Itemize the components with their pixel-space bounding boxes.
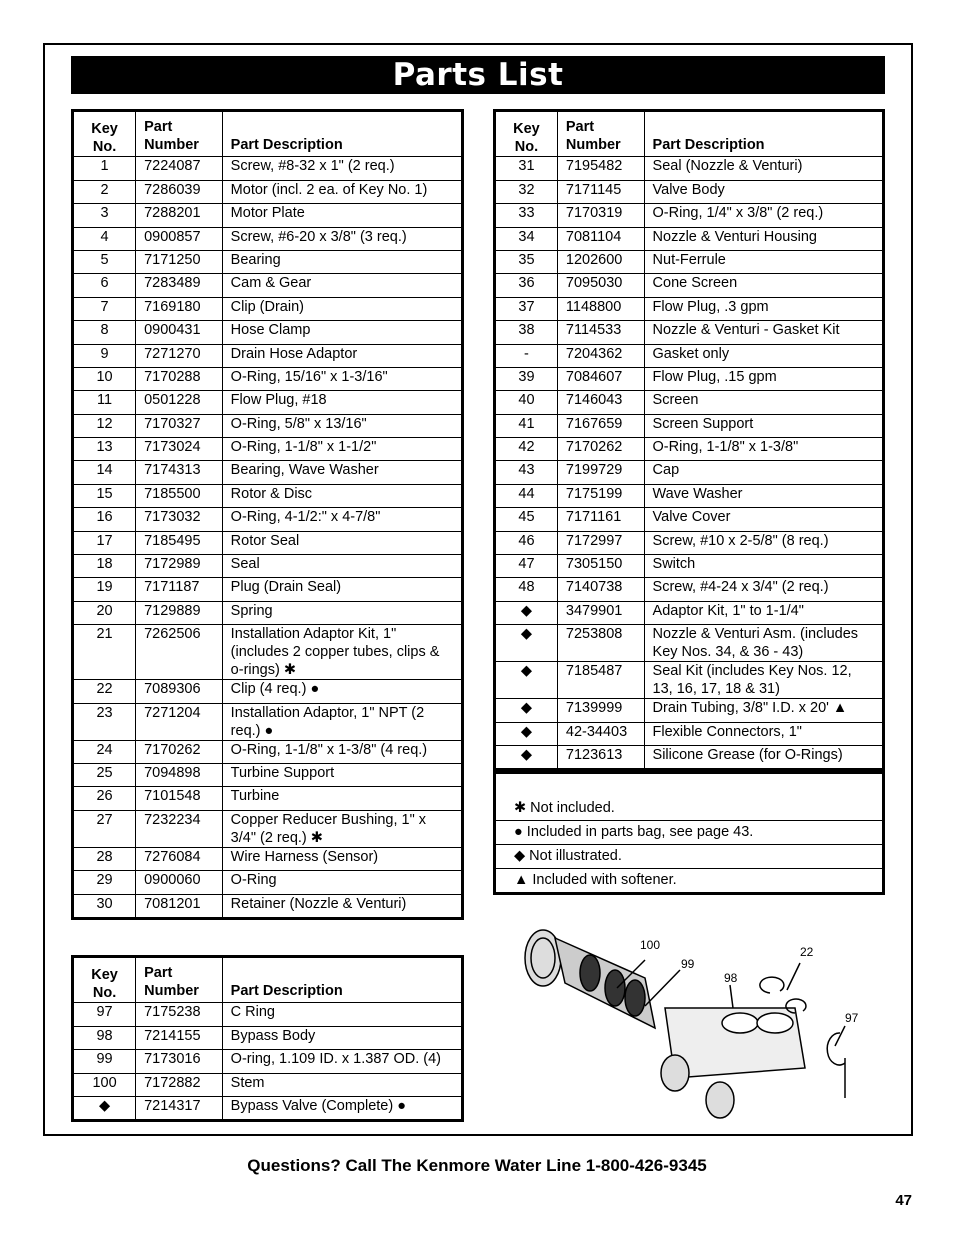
key-cell: 16 (73, 508, 136, 531)
description-cell: Screen (644, 391, 883, 414)
key-cell: 39 (495, 367, 558, 390)
key-cell: 47 (495, 555, 558, 578)
table-row (73, 740, 463, 763)
table-row (495, 367, 884, 390)
key-cell: 42 (495, 438, 558, 461)
key-cell: 11 (73, 391, 136, 414)
key-cell: ◆ (495, 601, 558, 624)
table-row (73, 787, 463, 810)
description-cell: Motor (incl. 2 ea. of Key No. 1) (222, 180, 462, 203)
note-item: ▲ Included with softener. (496, 868, 882, 892)
part-number-cell: 1202600 (557, 250, 644, 273)
table-row (73, 703, 463, 740)
key-cell: ◆ (495, 745, 558, 769)
part-number-cell: 7170327 (136, 414, 223, 437)
description-cell: Screen Support (644, 414, 883, 437)
header-desc: Part Description (644, 111, 883, 157)
part-number-cell: 0900857 (136, 227, 223, 250)
key-cell: 35 (495, 250, 558, 273)
table-row (73, 680, 463, 703)
description-cell: Spring (222, 601, 462, 624)
description-cell: Copper Reducer Bushing, 1" x 3/4" (2 req.) ✱ (222, 810, 462, 847)
part-number-cell: 7173016 (136, 1050, 223, 1073)
table-row (73, 344, 463, 367)
description-cell: Screw, #10 x 2-5/8" (8 req.) (644, 531, 883, 554)
part-number-cell: 7140738 (557, 578, 644, 601)
description-cell: Drain Tubing, 3/8" I.D. x 20' ▲ (644, 699, 883, 722)
key-cell: 31 (495, 157, 558, 180)
table-row (73, 227, 463, 250)
key-cell: ◆ (73, 1096, 136, 1120)
table-row (495, 297, 884, 320)
key-cell: 17 (73, 531, 136, 554)
description-cell: O-Ring, 1-1/8" x 1-3/8" (4 req.) (222, 740, 462, 763)
description-cell: Nozzle & Venturi Housing (644, 227, 883, 250)
part-number-cell: 7175238 (136, 1003, 223, 1026)
table-row (73, 204, 463, 227)
key-cell: 19 (73, 578, 136, 601)
part-number-cell: 1148800 (557, 297, 644, 320)
description-cell: Turbine (222, 787, 462, 810)
description-cell: Cone Screen (644, 274, 883, 297)
part-number-cell: 7199729 (557, 461, 644, 484)
key-cell: 98 (73, 1026, 136, 1049)
key-cell: 9 (73, 344, 136, 367)
description-cell: Switch (644, 555, 883, 578)
table-row (495, 722, 884, 745)
key-cell: 6 (73, 274, 136, 297)
parts-table-right (493, 109, 885, 771)
label-98: 98 (724, 971, 738, 985)
note-item: ◆ Not illustrated. (496, 844, 882, 868)
table-row (73, 810, 463, 847)
description-cell: Clip (4 req.) ● (222, 680, 462, 703)
part-number-cell: 7170288 (136, 367, 223, 390)
table-row (73, 1050, 463, 1073)
key-cell: 34 (495, 227, 558, 250)
table-row (73, 321, 463, 344)
description-cell: Hose Clamp (222, 321, 462, 344)
part-number-cell: 7172997 (557, 531, 644, 554)
description-cell: Plug (Drain Seal) (222, 578, 462, 601)
table-row (73, 157, 463, 180)
parts-table-bypass (71, 955, 464, 1122)
part-number-cell: 7170319 (557, 204, 644, 227)
key-cell: 24 (73, 740, 136, 763)
description-cell: Flow Plug, .15 gpm (644, 367, 883, 390)
description-cell: O-Ring (222, 871, 462, 894)
part-number-cell: 7172882 (136, 1073, 223, 1096)
part-number-cell: 7171250 (136, 250, 223, 273)
key-cell: ◆ (495, 625, 558, 662)
description-cell: O-Ring, 1-1/8" x 1-1/2" (222, 438, 462, 461)
description-cell: Adaptor Kit, 1" to 1-1/4" (644, 601, 883, 624)
key-cell: 48 (495, 578, 558, 601)
label-100: 100 (640, 938, 661, 952)
part-number-cell: 7286039 (136, 180, 223, 203)
key-cell: 29 (73, 871, 136, 894)
key-cell: 20 (73, 601, 136, 624)
header-key: Key No. (73, 957, 136, 1003)
description-cell: Turbine Support (222, 763, 462, 786)
key-cell: 2 (73, 180, 136, 203)
key-cell: 8 (73, 321, 136, 344)
description-cell: Bearing (222, 250, 462, 273)
table-row (73, 180, 463, 203)
description-cell: O-Ring, 1/4" x 3/8" (2 req.) (644, 204, 883, 227)
description-cell: Nut-Ferrule (644, 250, 883, 273)
header-key: Key No. (73, 111, 136, 157)
part-number-cell: 7169180 (136, 297, 223, 320)
part-number-cell: 7214155 (136, 1026, 223, 1049)
table-row (495, 662, 884, 699)
part-number-cell: 7095030 (557, 274, 644, 297)
key-cell: 44 (495, 484, 558, 507)
table-row (73, 847, 463, 870)
description-cell: O-Ring, 5/8" x 13/16" (222, 414, 462, 437)
description-cell: Cam & Gear (222, 274, 462, 297)
part-number-cell: 7253808 (557, 625, 644, 662)
description-cell: Valve Cover (644, 508, 883, 531)
key-cell: 21 (73, 625, 136, 680)
header-part: Part Number (557, 111, 644, 157)
description-cell: Motor Plate (222, 204, 462, 227)
table-row (73, 250, 463, 273)
header-part: Part Number (136, 957, 223, 1003)
page-number: 47 (895, 1192, 912, 1209)
part-number-cell: 7170262 (136, 740, 223, 763)
part-number-cell: 7089306 (136, 680, 223, 703)
table-header (73, 111, 463, 157)
key-cell: 18 (73, 555, 136, 578)
part-number-cell: 7171187 (136, 578, 223, 601)
part-number-cell: 7262506 (136, 625, 223, 680)
key-cell: ◆ (495, 699, 558, 722)
table-row (495, 601, 884, 624)
part-number-cell: 7129889 (136, 601, 223, 624)
table-row (73, 625, 463, 680)
part-number-cell: 7170262 (557, 438, 644, 461)
part-number-cell: 7081201 (136, 894, 223, 918)
key-cell: 33 (495, 204, 558, 227)
table-row (495, 699, 884, 722)
key-cell: 4 (73, 227, 136, 250)
description-cell: O-ring, 1.109 ID. x 1.387 OD. (4) (222, 1050, 462, 1073)
table-row (73, 367, 463, 390)
description-cell: Nozzle & Venturi Asm. (includes Key Nos. 34, & 36 - 43) (644, 625, 883, 662)
key-cell: - (495, 344, 558, 367)
key-cell: 99 (73, 1050, 136, 1073)
part-number-cell: 7167659 (557, 414, 644, 437)
table-row (73, 508, 463, 531)
description-cell: Screw, #6-20 x 3/8" (3 req.) (222, 227, 462, 250)
description-cell: Bearing, Wave Washer (222, 461, 462, 484)
part-number-cell: 7185487 (557, 662, 644, 699)
key-cell: 38 (495, 321, 558, 344)
table-row (495, 414, 884, 437)
table-row (495, 461, 884, 484)
table-row (73, 461, 463, 484)
description-cell: Screw, #4-24 x 3/4" (2 req.) (644, 578, 883, 601)
note-item: ✱ Not included. (514, 800, 615, 816)
table-row (495, 204, 884, 227)
table-row (495, 625, 884, 662)
description-cell: Bypass Body (222, 1026, 462, 1049)
part-number-cell: 7171145 (557, 180, 644, 203)
header-part: Part Number (136, 111, 223, 157)
table-row (495, 508, 884, 531)
table-row (495, 555, 884, 578)
description-cell: Installation Adaptor Kit, 1" (includes 2 copper tubes, clips & o-rings) ✱ (222, 625, 462, 680)
part-number-cell: 7271204 (136, 703, 223, 740)
table-row (495, 438, 884, 461)
key-cell: 30 (73, 894, 136, 918)
part-number-cell: 7232234 (136, 810, 223, 847)
part-number-cell: 7185495 (136, 531, 223, 554)
table-header (495, 111, 884, 157)
key-cell: 13 (73, 438, 136, 461)
label-22: 22 (800, 945, 814, 959)
description-cell: Rotor & Disc (222, 484, 462, 507)
table-row (73, 391, 463, 414)
bypass-valve-diagram (495, 918, 885, 1133)
description-cell: Stem (222, 1073, 462, 1096)
part-number-cell: 7114533 (557, 321, 644, 344)
description-cell: Nozzle & Venturi - Gasket Kit (644, 321, 883, 344)
table-row (495, 531, 884, 554)
table-row (73, 414, 463, 437)
key-cell: 97 (73, 1003, 136, 1026)
table-header (73, 957, 463, 1003)
part-number-cell: 7175199 (557, 484, 644, 507)
key-cell: 28 (73, 847, 136, 870)
part-number-cell: 7276084 (136, 847, 223, 870)
key-cell: 43 (495, 461, 558, 484)
table-row (73, 274, 463, 297)
key-cell: 12 (73, 414, 136, 437)
description-cell: O-Ring, 1-1/8" x 1-3/8" (644, 438, 883, 461)
description-cell: O-Ring, 4-1/2:" x 4-7/8" (222, 508, 462, 531)
part-number-cell: 42-34403 (557, 722, 644, 745)
table-row (495, 344, 884, 367)
description-cell: Wave Washer (644, 484, 883, 507)
header-desc: Part Description (222, 111, 462, 157)
table-row (495, 484, 884, 507)
part-number-cell: 7094898 (136, 763, 223, 786)
key-cell: 32 (495, 180, 558, 203)
key-cell: 37 (495, 297, 558, 320)
description-cell: Wire Harness (Sensor) (222, 847, 462, 870)
description-cell: O-Ring, 15/16" x 1-3/16" (222, 367, 462, 390)
part-number-cell: 7204362 (557, 344, 644, 367)
key-cell: 5 (73, 250, 136, 273)
key-cell: 1 (73, 157, 136, 180)
key-cell: 26 (73, 787, 136, 810)
part-number-cell: 7271270 (136, 344, 223, 367)
description-cell: Flexible Connectors, 1" (644, 722, 883, 745)
table-row (495, 321, 884, 344)
key-cell: ◆ (495, 662, 558, 699)
table-row (73, 531, 463, 554)
part-number-cell: 7146043 (557, 391, 644, 414)
key-cell: ◆ (495, 722, 558, 745)
description-cell: Clip (Drain) (222, 297, 462, 320)
table-row (73, 1003, 463, 1026)
note-item: ● Included in parts bag, see page 43. (496, 820, 882, 844)
description-cell: Screw, #8-32 x 1" (2 req.) (222, 157, 462, 180)
description-cell: Bypass Valve (Complete) ● (222, 1096, 462, 1120)
description-cell: Retainer (Nozzle & Venturi) (222, 894, 462, 918)
part-number-cell: 7172989 (136, 555, 223, 578)
part-number-cell: 7081104 (557, 227, 644, 250)
part-number-cell: 7195482 (557, 157, 644, 180)
part-number-cell: 0900060 (136, 871, 223, 894)
part-number-cell: 7214317 (136, 1096, 223, 1120)
description-cell: Seal (Nozzle & Venturi) (644, 157, 883, 180)
part-number-cell: 0501228 (136, 391, 223, 414)
table-row (73, 763, 463, 786)
description-cell: Silicone Grease (for O-Rings) (644, 745, 883, 769)
description-cell: C Ring (222, 1003, 462, 1026)
key-cell: 25 (73, 763, 136, 786)
description-cell: Flow Plug, .3 gpm (644, 297, 883, 320)
description-cell: Rotor Seal (222, 531, 462, 554)
table-row (73, 601, 463, 624)
table-row (73, 894, 463, 918)
part-number-cell: 7305150 (557, 555, 644, 578)
key-cell: 41 (495, 414, 558, 437)
header-key: Key No. (495, 111, 558, 157)
key-cell: 40 (495, 391, 558, 414)
part-number-cell: 7139999 (557, 699, 644, 722)
label-97: 97 (845, 1011, 859, 1025)
table-row (73, 1073, 463, 1096)
table-row (73, 297, 463, 320)
part-number-cell: 7174313 (136, 461, 223, 484)
description-cell: Gasket only (644, 344, 883, 367)
key-cell: 14 (73, 461, 136, 484)
key-cell: 7 (73, 297, 136, 320)
part-number-cell: 7283489 (136, 274, 223, 297)
table-row (495, 391, 884, 414)
table-row (73, 871, 463, 894)
key-cell: 10 (73, 367, 136, 390)
part-number-cell: 0900431 (136, 321, 223, 344)
key-cell: 15 (73, 484, 136, 507)
key-cell: 46 (495, 531, 558, 554)
part-number-cell: 7173024 (136, 438, 223, 461)
key-cell: 100 (73, 1073, 136, 1096)
part-number-cell: 7084607 (557, 367, 644, 390)
key-cell: 22 (73, 680, 136, 703)
part-number-cell: 7123613 (557, 745, 644, 769)
description-cell: Cap (644, 461, 883, 484)
part-number-cell: 7173032 (136, 508, 223, 531)
table-row (495, 227, 884, 250)
table-row (73, 438, 463, 461)
part-number-cell: 7101548 (136, 787, 223, 810)
table-row (495, 180, 884, 203)
key-cell: 27 (73, 810, 136, 847)
legend-notes (493, 771, 885, 895)
part-number-cell: 7224087 (136, 157, 223, 180)
description-cell: Flow Plug, #18 (222, 391, 462, 414)
key-cell: 36 (495, 274, 558, 297)
table-row (73, 484, 463, 507)
table-row (495, 745, 884, 769)
part-number-cell: 3479901 (557, 601, 644, 624)
description-cell: Valve Body (644, 180, 883, 203)
kenmore-water-line-footer: Questions? Call The Kenmore Water Line 1-800-426-9345 (247, 1156, 707, 1175)
table-row (495, 157, 884, 180)
description-cell: Drain Hose Adaptor (222, 344, 462, 367)
key-cell: 45 (495, 508, 558, 531)
part-number-cell: 7171161 (557, 508, 644, 531)
key-cell: 23 (73, 703, 136, 740)
table-row (73, 1026, 463, 1049)
table-row (495, 250, 884, 273)
table-row (73, 555, 463, 578)
description-cell: Seal (222, 555, 462, 578)
part-number-cell: 7185500 (136, 484, 223, 507)
parts-table-left (71, 109, 464, 920)
header-desc: Part Description (222, 957, 462, 1003)
key-cell: 3 (73, 204, 136, 227)
label-99: 99 (681, 957, 695, 971)
table-row (73, 578, 463, 601)
table-row (495, 274, 884, 297)
part-number-cell: 7288201 (136, 204, 223, 227)
table-row (495, 578, 884, 601)
page-title: Parts List (71, 56, 885, 94)
description-cell: Seal Kit (includes Key Nos. 12, 13, 16, 17, 18 & 31) (644, 662, 883, 699)
description-cell: Installation Adaptor, 1" NPT (2 req.) ● (222, 703, 462, 740)
table-row (73, 1096, 463, 1120)
